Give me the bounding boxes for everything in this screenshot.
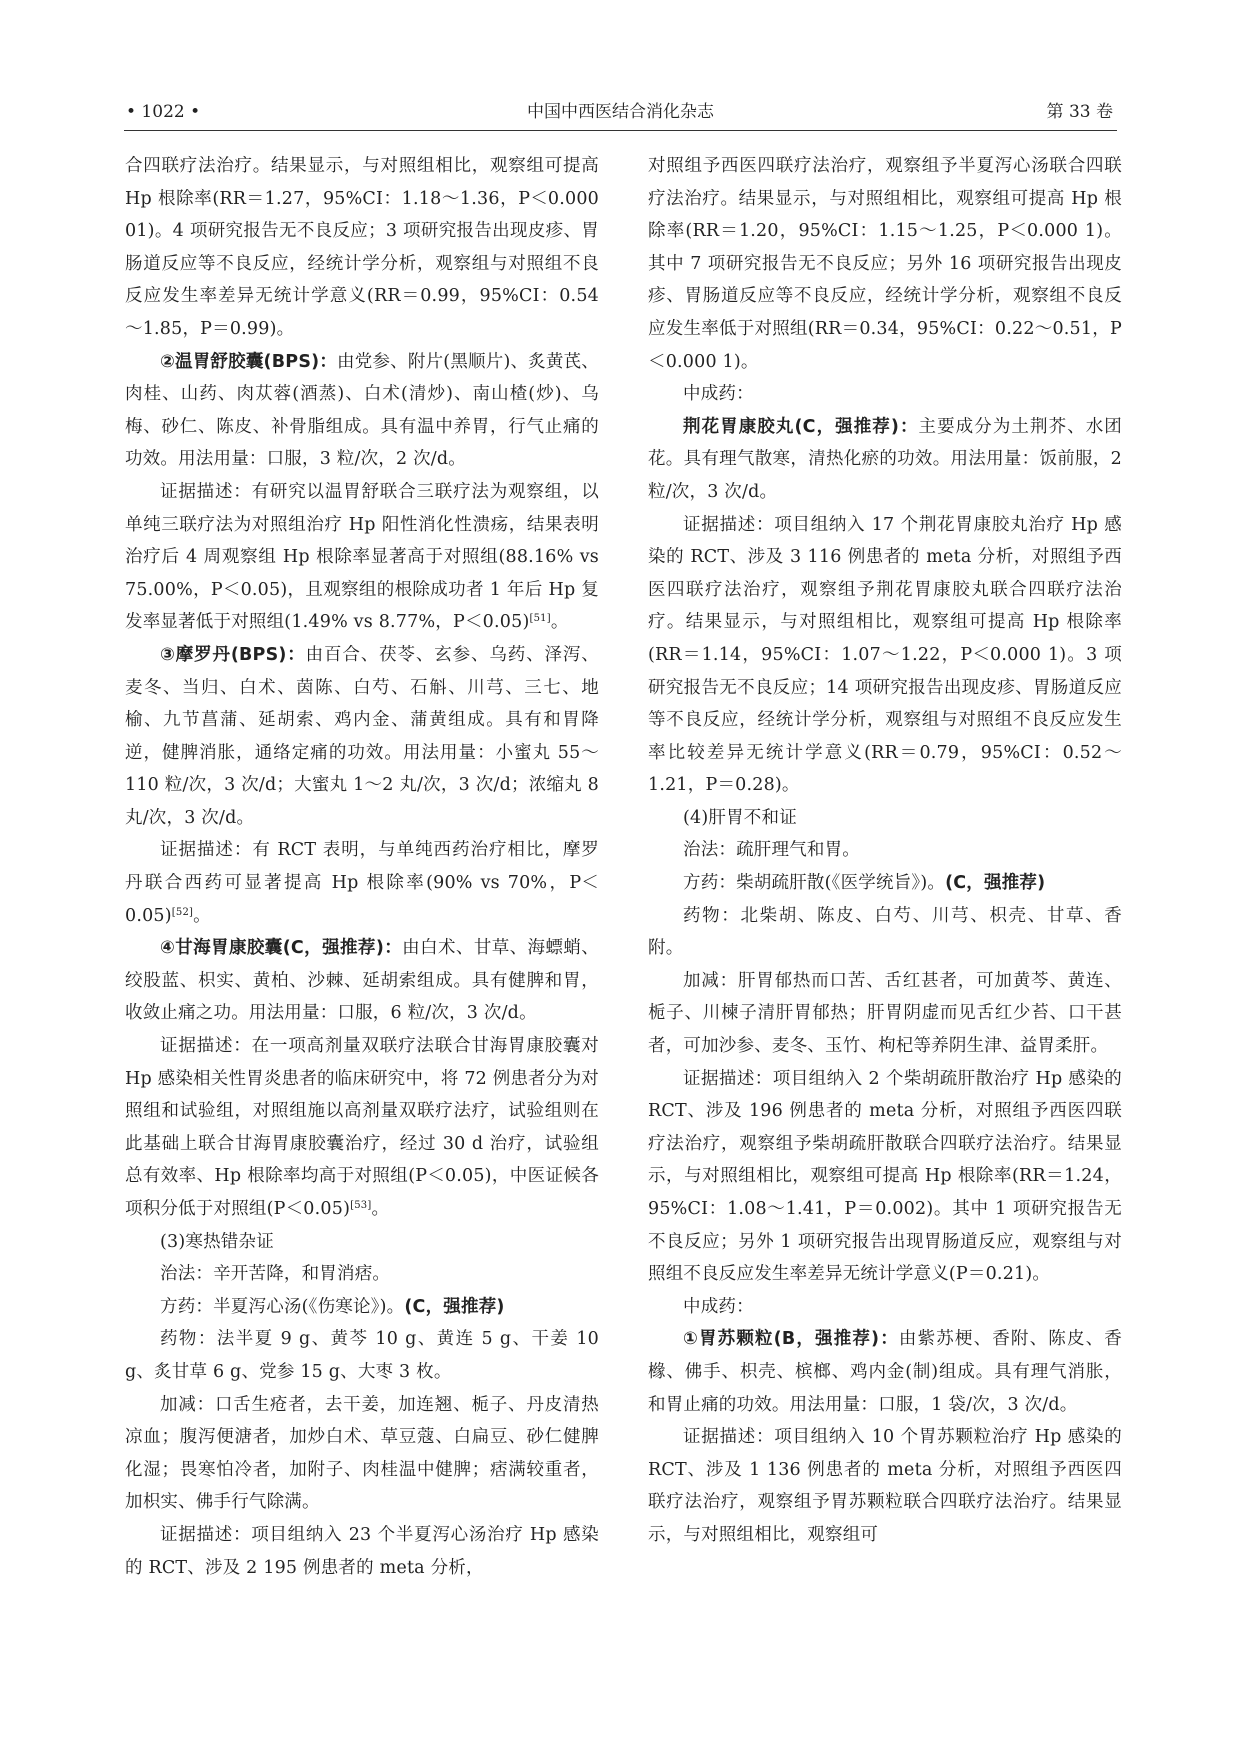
- paragraph: 合四联疗法治疗。结果显示，与对照组相比，观察组可提高 Hp 根除率(RR＝1.27，95%CI：1.18～1.36，P＜0.000 01)。4 项研究报告无不良反应；3 项研究报告出现皮疹、胃肠道反应等不良反应，经统计学分析，观察组与对照组不良反应发生率差异无统计学意义(RR＝0.99，95%CI：0.54～1.85，P＝0.99)。: [125, 156, 599, 339]
- citation: [53]: [350, 1200, 372, 1211]
- recommendation-label: (C，强推荐): [404, 1296, 505, 1317]
- paragraph: 加减：口舌生疮者，去干姜，加连翘、栀子、丹皮清热凉血；腹泻便溏者，加炒白术、草豆蔻、白扁豆、砂仁健脾化湿；畏寒怕冷者，加附子、肉桂温中健脾；痞满较重者，加枳实、佛手行气除满。: [125, 1394, 599, 1513]
- page-header: [124, 96, 1117, 131]
- paragraph: 荆花胃康胶丸(C，强推荐)：主要成分为土荆芥、水团花。具有理气散寒，清热化瘀的功效。用法用量：饭前服，2 粒/次，3 次/d。: [648, 416, 1122, 502]
- journal-title: 中国中西医结合消化杂志: [527, 102, 714, 122]
- paragraph: 治法：疏肝理气和胃。: [683, 840, 860, 861]
- section-heading: (3)寒热错杂证: [160, 1231, 274, 1252]
- recommendation-label: (C，强推荐): [945, 873, 1046, 894]
- paragraph: 中成药：: [683, 384, 754, 405]
- paragraph: 证据描述：有研究以温胃舒联合三联疗法为观察组，以单纯三联疗法为对照组治疗 Hp 阳性消化性溃疡，结果表明治疗后 4 周观察组 Hp 根除率显著高于对照组(88.16% vs 75.00%，P＜0.05)，且观察组的根除成功者 1 年后 Hp 复发率显著低于对照组(1.49% vs 8.77%，P＜0.05)[51]。: [125, 481, 599, 633]
- paragraph: 中成药：: [683, 1296, 754, 1317]
- paragraph: 证据描述：项目组纳入 2 个柴胡疏肝散治疗 Hp 感染的 RCT、涉及 196 例患者的 meta 分析，对照组予西医四联疗法治疗，观察组予柴胡疏肝散联合四联疗法治疗。结果显示，与对照组相比，观察组可提高 Hp 根除率(RR＝1.24，95%CI：1.08～1.41，P＝0.002)。其中 1 项研究报告无不良反应；另外 1 项研究报告出现胃肠道反应，观察组与对照组不良反应发生率差异无统计学意义(P＝0.21)。: [648, 1068, 1122, 1285]
- paragraph: 方药：半夏泻心汤(《伤寒论》)。(C，强推荐): [160, 1296, 505, 1317]
- drug-title: 荆花胃康胶丸(C，强推荐)：: [683, 416, 919, 437]
- citation: [51]: [529, 613, 551, 625]
- paragraph: ②温胃舒胶囊(BPS)：由党参、附片(黑顺片)、炙黄芪、肉桂、山药、肉苁蓉(酒蒸)、白术(清炒)、南山楂(炒)、乌梅、砂仁、陈皮、补骨脂组成。具有温中养胃，行气止痛的功效。用法用量：口服，3 粒/次，2 次/d。: [125, 351, 600, 470]
- paragraph: 治法：辛开苦降，和胃消痞。: [160, 1264, 391, 1285]
- paragraph: ④甘海胃康胶囊(C，强推荐)：由白术、甘草、海螵蛸、绞股蓝、枳实、黄柏、沙棘、延胡索组成。具有健脾和胃，收敛止痛之功。用法用量：口服，6 粒/次，3 次/d。: [125, 938, 599, 1024]
- citation: [52]: [171, 906, 194, 918]
- drug-title: ④甘海胃康胶囊(C，强推荐)：: [160, 938, 403, 959]
- paragraph: 证据描述：在一项高剂量双联疗法联合甘海胃康胶囊对 Hp 感染相关性胃炎患者的临床研究中，将 72 例患者分为对照组和试验组，对照组施以高剂量双联疗法疗，试验组则在此基础上联合甘海胃康胶囊治疗，经过 30 d 治疗，试验组总有效率、Hp 根除率均高于对照组(P＜0.05)，中医证候各项积分低于对照组(P＜0.05)[53]。: [125, 1036, 599, 1219]
- paragraph: ①胃苏颗粒(B，强推荐)：由紫苏梗、香附、陈皮、香橼、佛手、枳壳、槟榔、鸡内金(制)组成。具有理气消胀，和胃止痛的功效。用法用量：口服，1 袋/次，3 次/d。: [648, 1329, 1122, 1415]
- page-number: • 1022 •: [126, 102, 201, 122]
- right-column: [648, 150, 1122, 1552]
- drug-title: ②温胃舒胶囊(BPS)：: [160, 351, 338, 372]
- drug-title: ①胃苏颗粒(B，强推荐)：: [683, 1329, 899, 1350]
- section-heading: (4)肝胃不和证: [683, 807, 797, 828]
- paragraph: ③摩罗丹(BPS)：由百合、茯苓、玄参、乌药、泽泻、麦冬、当归、白术、茵陈、白芍、石斛、川芎、三七、地榆、九节菖蒲、延胡索、鸡内金、蒲黄组成。具有和胃降逆，健脾消胀，通络定痛的功效。用法用量：小蜜丸 55～110 粒/次，3 次/d；大蜜丸 1～2 丸/次，3 次/d；浓缩丸 8 丸/次，3 次/d。: [125, 644, 599, 828]
- paragraph: 药物：法半夏 9 g、黄芩 10 g、黄连 5 g、干姜 10 g、炙甘草 6 g、党参 15 g、大枣 3 枚。: [125, 1329, 599, 1382]
- volume-label: 第 33 卷: [1046, 102, 1113, 122]
- paragraph: 方药：柴胡疏肝散(《医学统旨》)。(C，强推荐): [683, 873, 1046, 894]
- drug-title: ③摩罗丹(BPS)：: [160, 644, 306, 665]
- paragraph: 证据描述：项目组纳入 23 个半夏泻心汤治疗 Hp 感染的 RCT、涉及 2 195 例患者的 meta 分析，: [125, 1524, 599, 1578]
- paragraph: 证据描述：项目组纳入 10 个胃苏颗粒治疗 Hp 感染的 RCT、涉及 1 136 例患者的 meta 分析，对照组予西医四联疗法治疗，观察组予胃苏颗粒联合四联疗法治疗。结果显示，与对照组相比，观察组可: [648, 1427, 1122, 1545]
- paragraph: 药物：北柴胡、陈皮、白芍、川芎、枳壳、甘草、香附。: [648, 905, 1122, 959]
- left-column: [125, 150, 599, 1584]
- paragraph: 对照组予西医四联疗法治疗，观察组予半夏泻心汤联合四联疗法治疗。结果显示，与对照组相比，观察组可提高 Hp 根除率(RR＝1.20，95%CI：1.15～1.25，P＜0.000 1)。其中 7 项研究报告无不良反应；另外 16 项研究报告出现皮疹、胃肠道反应等不良反应，经统计学分析，观察组不良反应发生率低于对照组(RR＝0.34，95%CI：0.22～0.51，P＜0.000 1)。: [648, 156, 1122, 372]
- paragraph: 证据描述：项目组纳入 17 个荆花胃康胶丸治疗 Hp 感染的 RCT、涉及 3 116 例患者的 meta 分析，对照组予西医四联疗法治疗，观察组予荆花胃康胶丸联合四联疗法治疗。结果显示，与对照组相比，观察组可提高 Hp 根除率(RR＝1.14，95%CI：1.07～1.22，P＜0.000 1)。3 项研究报告无不良反应；14 项研究报告出现皮疹、胃肠道反应等不良反应，经统计学分析，观察组与对照组不良反应发生率比较差异无统计学意义(RR＝0.79，95%CI：0.52～1.21，P＝0.28)。: [648, 514, 1122, 796]
- paragraph: 证据描述：有 RCT 表明，与单纯西药治疗相比，摩罗丹联合西药可显著提高 Hp 根除率(90% vs 70%，P＜0.05)[52]。: [125, 840, 599, 926]
- paragraph: 加减：肝胃郁热而口苦、舌红甚者，可加黄芩、黄连、栀子、川楝子清肝胃郁热；肝胃阴虚而见舌红少苔、口干甚者，可加沙参、麦冬、玉竹、枸杞等养阴生津、益胃柔肝。: [648, 970, 1122, 1057]
